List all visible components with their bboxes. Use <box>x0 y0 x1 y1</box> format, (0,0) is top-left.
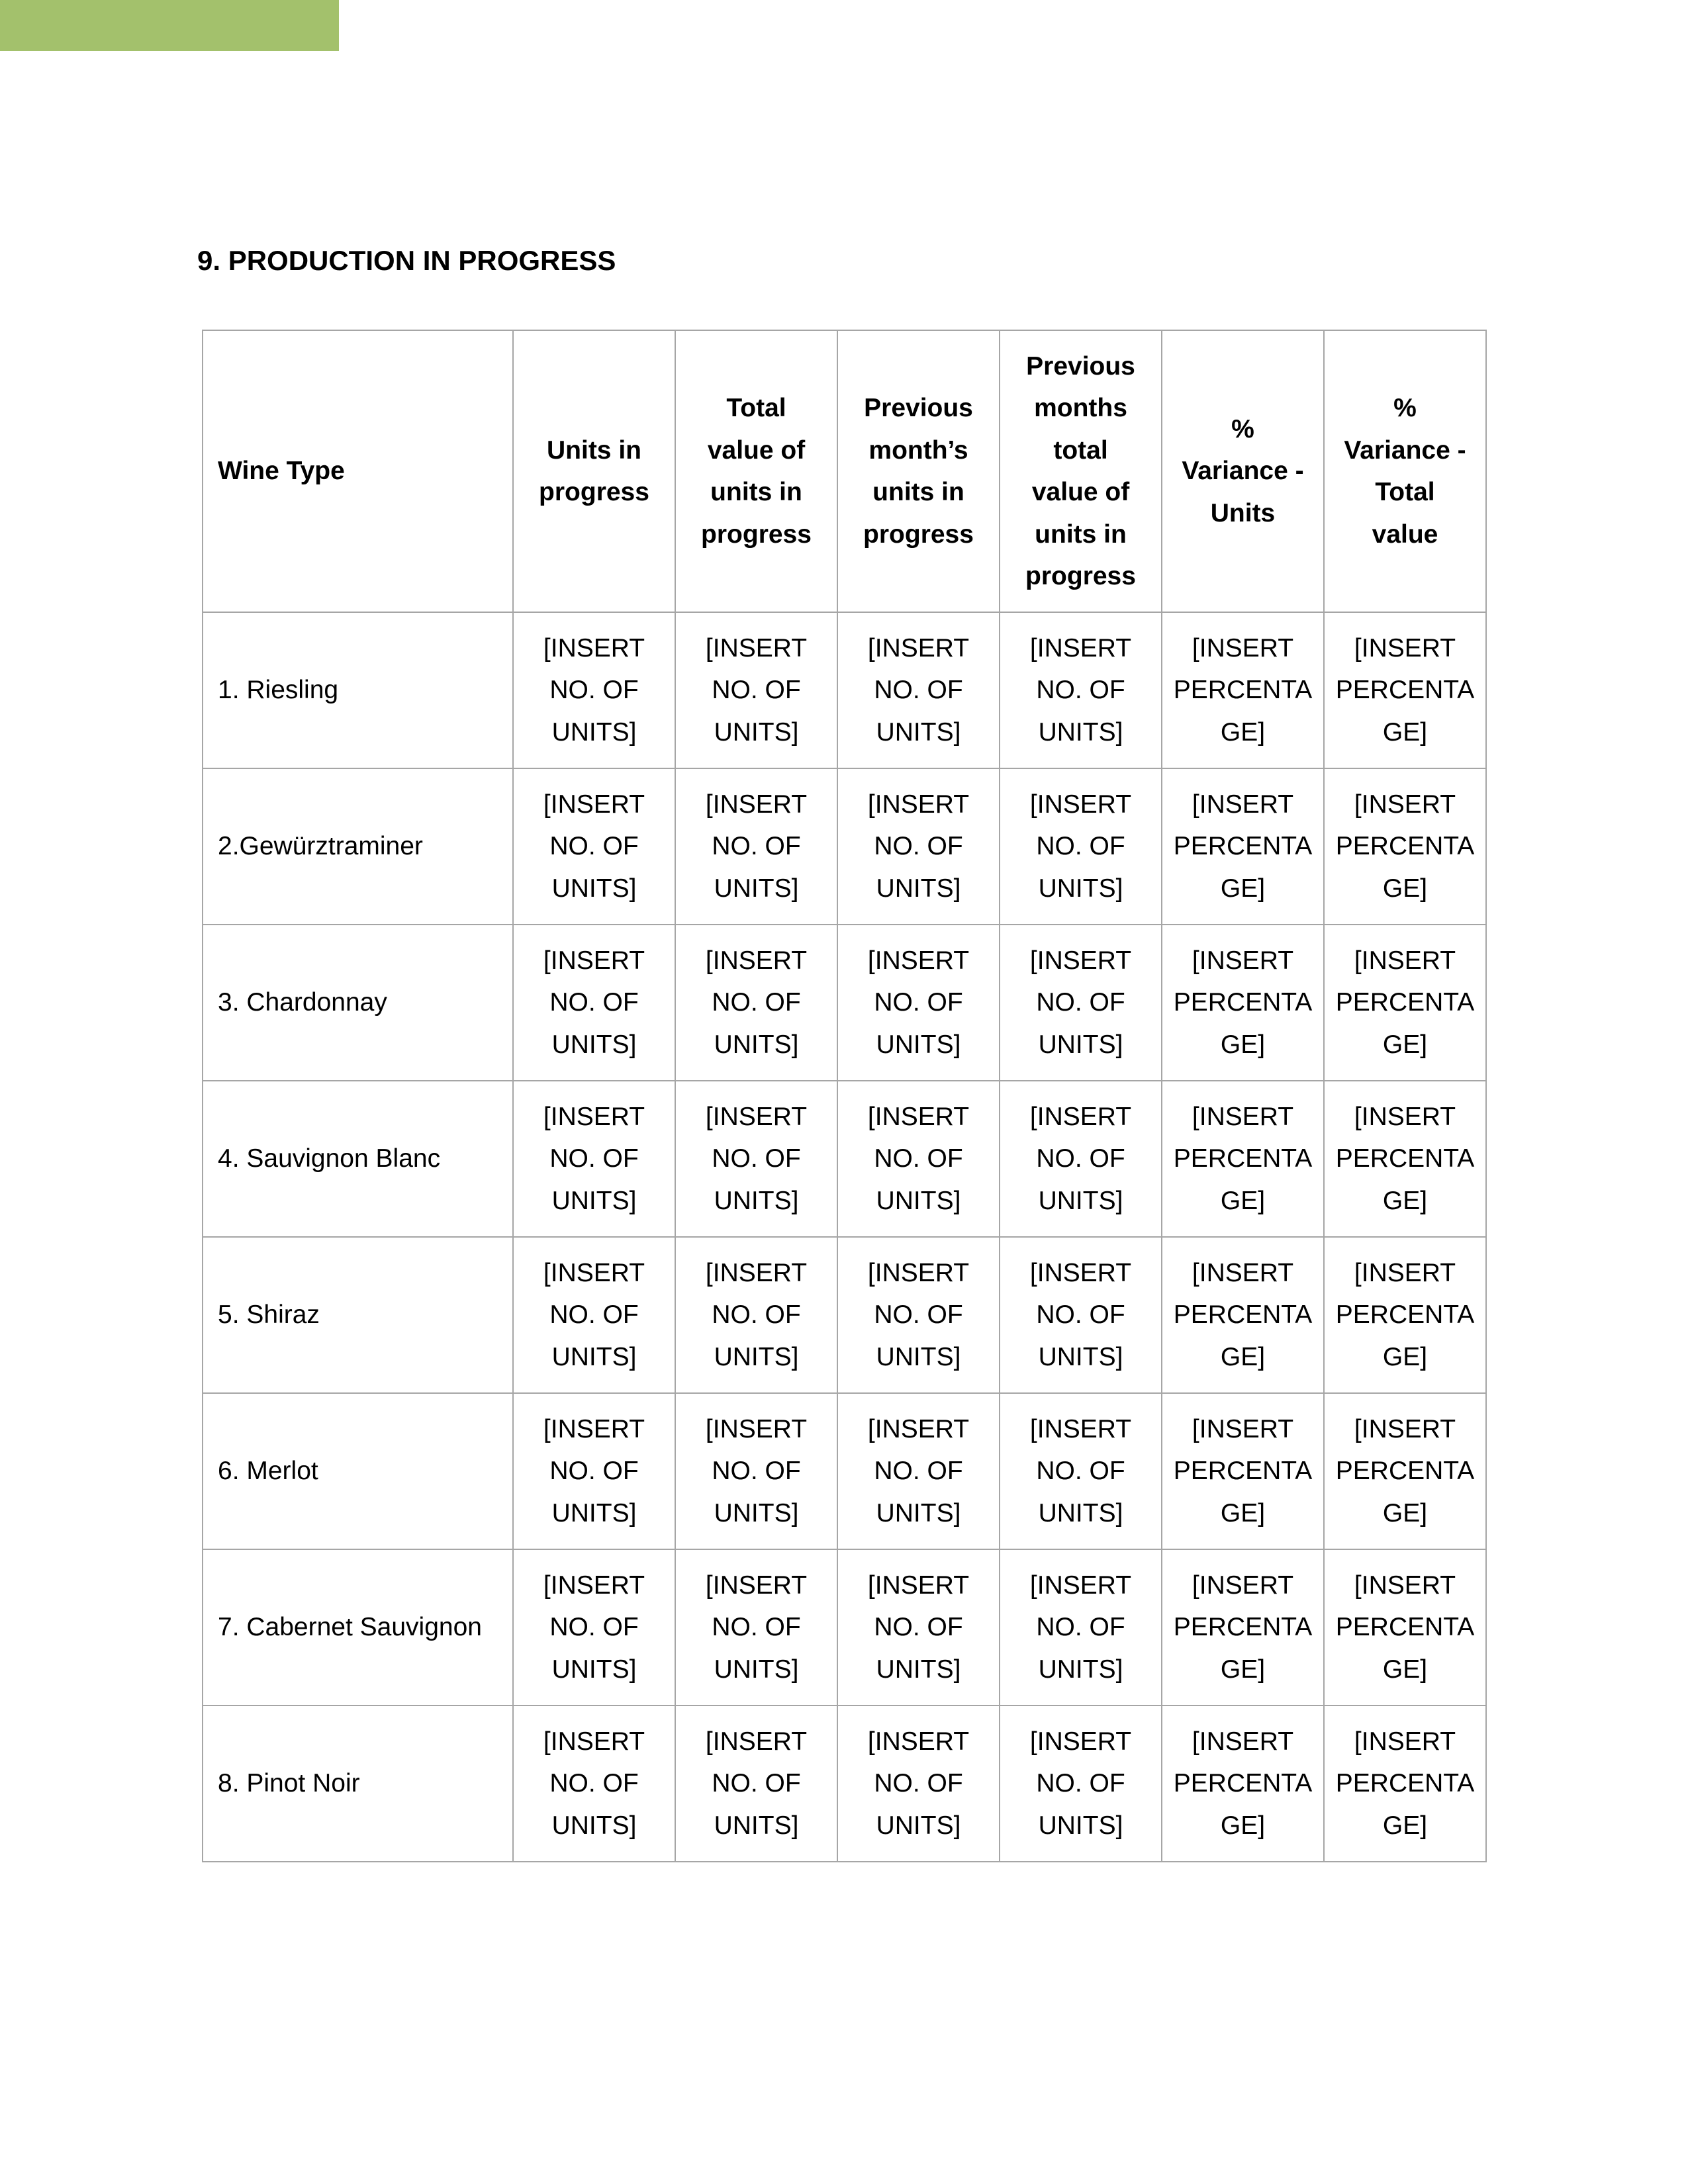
units-cell: [INSERT NO. OF UNITS] <box>837 612 1000 768</box>
units-cell: [INSERT NO. OF UNITS] <box>675 1706 837 1862</box>
units-cell: [INSERT NO. OF UNITS] <box>837 768 1000 925</box>
units-cell: [INSERT NO. OF UNITS] <box>1000 1549 1162 1706</box>
units-cell: [INSERT NO. OF UNITS] <box>1000 1706 1162 1862</box>
wine-type-cell: 8. Pinot Noir <box>203 1706 513 1862</box>
units-cell: [INSERT NO. OF UNITS] <box>1000 768 1162 925</box>
production-table <box>202 330 1487 1862</box>
units-cell: [INSERT NO. OF UNITS] <box>675 612 837 768</box>
percentage-cell: [INSERT PERCENTA GE] <box>1162 1549 1324 1706</box>
wine-type-cell: 5. Shiraz <box>203 1237 513 1393</box>
wine-type-cell: 6. Merlot <box>203 1393 513 1549</box>
units-cell: [INSERT NO. OF UNITS] <box>675 925 837 1081</box>
units-cell: [INSERT NO. OF UNITS] <box>513 768 675 925</box>
percentage-cell: [INSERT PERCENTA GE] <box>1324 1706 1486 1862</box>
units-cell: [INSERT NO. OF UNITS] <box>675 1081 837 1237</box>
wine-type-cell: 2.Gewürztraminer <box>203 768 513 925</box>
table-row <box>203 1393 1486 1549</box>
percentage-cell: [INSERT PERCENTA GE] <box>1324 1393 1486 1549</box>
wine-type-cell: 7. Cabernet Sauvignon <box>203 1549 513 1706</box>
percentage-cell: [INSERT PERCENTA GE] <box>1324 925 1486 1081</box>
units-cell: [INSERT NO. OF UNITS] <box>513 1081 675 1237</box>
units-cell: [INSERT NO. OF UNITS] <box>1000 925 1162 1081</box>
table-row <box>203 1237 1486 1393</box>
percentage-cell: [INSERT PERCENTA GE] <box>1162 1393 1324 1549</box>
percentage-cell: [INSERT PERCENTA GE] <box>1324 768 1486 925</box>
table-row <box>203 768 1486 925</box>
units-cell: [INSERT NO. OF UNITS] <box>837 925 1000 1081</box>
percentage-cell: [INSERT PERCENTA GE] <box>1324 1549 1486 1706</box>
percentage-cell: [INSERT PERCENTA GE] <box>1162 768 1324 925</box>
percentage-cell: [INSERT PERCENTA GE] <box>1162 925 1324 1081</box>
table-row <box>203 925 1486 1081</box>
units-cell: [INSERT NO. OF UNITS] <box>513 1549 675 1706</box>
units-cell: [INSERT NO. OF UNITS] <box>1000 612 1162 768</box>
column-header-total-value: Total value of units in progress <box>675 330 837 612</box>
units-cell: [INSERT NO. OF UNITS] <box>837 1081 1000 1237</box>
section-title: 9. PRODUCTION IN PROGRESS <box>197 245 616 276</box>
column-header-variance-total-value: % Variance - Total value <box>1324 330 1486 612</box>
units-cell: [INSERT NO. OF UNITS] <box>675 1549 837 1706</box>
column-header-wine-type: Wine Type <box>203 330 513 612</box>
units-cell: [INSERT NO. OF UNITS] <box>1000 1237 1162 1393</box>
column-header-variance-units: % Variance - Units <box>1162 330 1324 612</box>
wine-type-cell: 1. Riesling <box>203 612 513 768</box>
percentage-cell: [INSERT PERCENTA GE] <box>1162 1081 1324 1237</box>
wine-type-cell: 4. Sauvignon Blanc <box>203 1081 513 1237</box>
percentage-cell: [INSERT PERCENTA GE] <box>1162 612 1324 768</box>
units-cell: [INSERT NO. OF UNITS] <box>675 768 837 925</box>
units-cell: [INSERT NO. OF UNITS] <box>837 1393 1000 1549</box>
percentage-cell: [INSERT PERCENTA GE] <box>1162 1706 1324 1862</box>
units-cell: [INSERT NO. OF UNITS] <box>1000 1081 1162 1237</box>
table-row <box>203 612 1486 768</box>
units-cell: [INSERT NO. OF UNITS] <box>837 1237 1000 1393</box>
column-header-previous-total-value: Previous months total value of units in progress <box>1000 330 1162 612</box>
percentage-cell: [INSERT PERCENTA GE] <box>1324 1081 1486 1237</box>
column-header-previous-units: Previous month’s units in progress <box>837 330 1000 612</box>
table-row <box>203 1081 1486 1237</box>
units-cell: [INSERT NO. OF UNITS] <box>675 1237 837 1393</box>
percentage-cell: [INSERT PERCENTA GE] <box>1324 612 1486 768</box>
units-cell: [INSERT NO. OF UNITS] <box>675 1393 837 1549</box>
units-cell: [INSERT NO. OF UNITS] <box>513 1393 675 1549</box>
units-cell: [INSERT NO. OF UNITS] <box>513 925 675 1081</box>
table-header-row <box>203 330 1486 612</box>
table-row <box>203 1706 1486 1862</box>
units-cell: [INSERT NO. OF UNITS] <box>1000 1393 1162 1549</box>
percentage-cell: [INSERT PERCENTA GE] <box>1324 1237 1486 1393</box>
units-cell: [INSERT NO. OF UNITS] <box>837 1706 1000 1862</box>
units-cell: [INSERT NO. OF UNITS] <box>513 1237 675 1393</box>
units-cell: [INSERT NO. OF UNITS] <box>513 612 675 768</box>
units-cell: [INSERT NO. OF UNITS] <box>837 1549 1000 1706</box>
table-row <box>203 1549 1486 1706</box>
header-accent-bar <box>0 0 339 51</box>
percentage-cell: [INSERT PERCENTA GE] <box>1162 1237 1324 1393</box>
units-cell: [INSERT NO. OF UNITS] <box>513 1706 675 1862</box>
column-header-units-in-progress: Units in progress <box>513 330 675 612</box>
wine-type-cell: 3. Chardonnay <box>203 925 513 1081</box>
